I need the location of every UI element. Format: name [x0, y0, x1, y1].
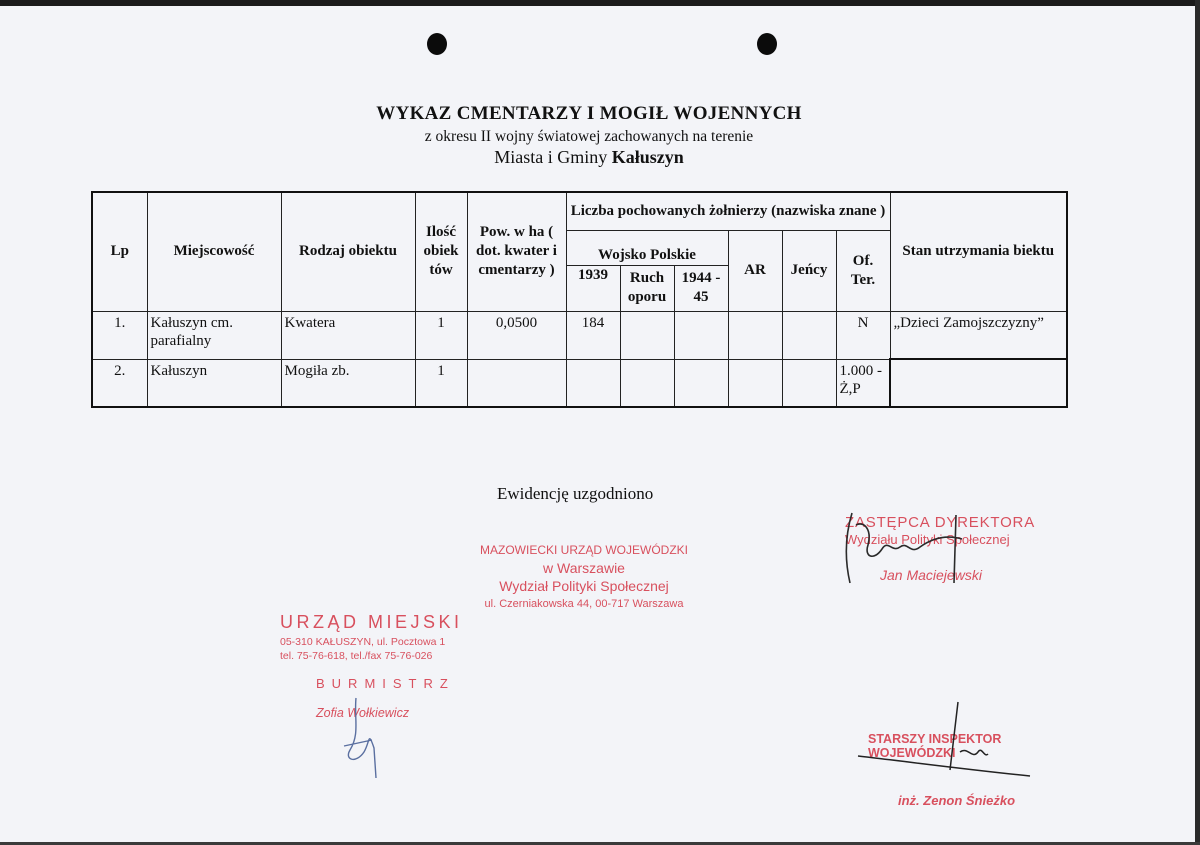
document-subtitle: z okresu II wojny światowej zachowanych na terenie [424, 128, 754, 145]
cell-jency [782, 311, 836, 359]
table-row [92, 311, 1067, 359]
cell-of-ter: N [836, 311, 890, 359]
cell-miejscowosc: Kałuszyn cm. parafialny [147, 311, 281, 359]
cell-stan: „Dzieci Zamojszczyzny” [890, 311, 1067, 359]
municipality-prefix: Miasta i Gminy [494, 147, 608, 167]
signature-burmistrz [330, 690, 410, 780]
header-ilosc-obiektow: Ilość obiek tów [415, 192, 467, 311]
cell-jency [782, 359, 836, 407]
header-lp: Lp [92, 192, 147, 311]
cell-ar [728, 311, 782, 359]
cell-1939 [566, 359, 620, 407]
stamp-zastepca-line3: Jan Maciejewski [880, 567, 982, 583]
cell-pow: 0,0500 [467, 311, 566, 359]
signature-zastepca [830, 495, 1010, 595]
header-stan-utrzymania: Stan utrzymania biektu [890, 192, 1067, 311]
stamp-mazowiecki-urzad [478, 541, 690, 613]
stamp-mazowiecki-line3: Wydział Polityki Społecznej [499, 578, 669, 594]
stamp-urzad-line4: BURMISTRZ [316, 676, 455, 691]
stamp-starszy-line2: inż. Zenon Śnieżko [898, 793, 1016, 808]
header-1939: 1939 [566, 265, 620, 311]
scan-edge-top [0, 0, 1200, 6]
cell-of-ter: 1.000 - Ż,P [836, 359, 890, 407]
header-rodzaj-obiektu: Rodzaj obiektu [281, 192, 415, 311]
cemetery-register-table [91, 191, 1068, 408]
header-liczba-pochowanych: Liczba pochowanych żołnierzy (nazwiska znane ) [566, 192, 890, 230]
cell-miejscowosc: Kałuszyn [147, 359, 281, 407]
stamp-urzad-line1: URZĄD MIEJSKI [280, 612, 463, 632]
header-wojsko-polskie: Wojsko Polskie [566, 230, 728, 265]
cell-lp: 1. [92, 311, 147, 359]
stamp-mazowiecki-line2: w Warszawie [543, 560, 625, 576]
cell-1944-45 [674, 311, 728, 359]
cell-rodzaj: Mogiła zb. [281, 359, 415, 407]
stamp-urzad-line2: 05-310 KAŁUSZYN, ul. Pocztowa 1 [280, 636, 446, 648]
cell-ilosc: 1 [415, 359, 467, 407]
table-row [92, 359, 1067, 407]
stamp-urzad-line3: tel. 75-76-618, tel./fax 75-76-026 [280, 650, 433, 662]
cell-ar [728, 359, 782, 407]
header-miejscowosc: Miejscowość [147, 192, 281, 311]
stamp-mazowiecki-line1: MAZOWIECKI URZĄD WOJEWÓDZKI [480, 543, 688, 557]
header-1944-45: 1944 - 45 [674, 265, 728, 311]
municipality-name: Kałuszyn [611, 147, 684, 167]
stamp-starszy-line1: STARSZY INSPEKTOR WOJEWÓDZKI [868, 732, 1002, 760]
cell-ruch-oporu [620, 359, 674, 407]
document-municipality [0, 147, 1178, 168]
header-ar: AR [728, 230, 782, 311]
cell-lp: 2. [92, 359, 147, 407]
stamp-zastepca-line2: Wydziału Polityki Społecznej [845, 532, 1010, 547]
approval-text: Ewidencję uzgodniono [497, 484, 654, 503]
cell-ruch-oporu [620, 311, 674, 359]
cell-ilosc: 1 [415, 311, 467, 359]
cell-pow [467, 359, 566, 407]
document-title: WYKAZ CMENTARZY I MOGIŁ WOJENNYCH [376, 103, 802, 124]
header-jency: Jeńcy [782, 230, 836, 311]
stamp-urzad-line5: Zofia Wołkiewicz [316, 706, 410, 720]
header-of-ter: Of. Ter. [836, 230, 890, 311]
header-ruch-oporu: Ruch oporu [620, 265, 674, 311]
scan-edge-right [1195, 0, 1200, 845]
cell-1944-45 [674, 359, 728, 407]
punch-hole-right [757, 33, 777, 55]
cell-stan [890, 359, 1067, 407]
cell-1939: 184 [566, 311, 620, 359]
stamp-mazowiecki-line4: ul. Czerniakowska 44, 00-717 Warszawa [484, 598, 684, 610]
header-powierzchnia: Pow. w ha ( dot. kwater i cmentarzy ) [467, 192, 566, 311]
punch-hole-left [427, 33, 447, 55]
signature-starszy-inspektor [850, 700, 1050, 790]
stamp-zastepca-line1: ZASTĘPCA DYREKTORA [845, 514, 1035, 531]
cell-rodzaj: Kwatera [281, 311, 415, 359]
